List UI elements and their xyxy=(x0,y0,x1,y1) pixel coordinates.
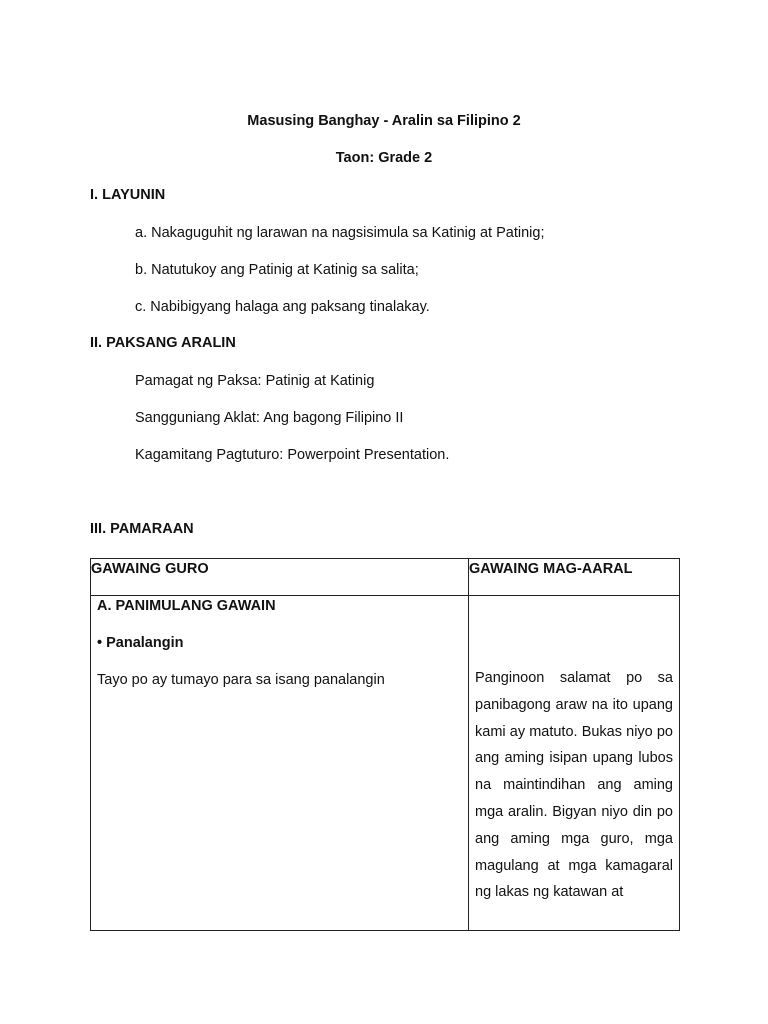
teacher-instruction: Tayo po ay tumayo para sa isang panalangin xyxy=(97,672,385,688)
column-header-student: GAWAING MAG-AARAL xyxy=(469,561,633,577)
section-heading-paksang-aralin: II. PAKSANG ARALIN xyxy=(90,335,236,351)
grade-line: Taon: Grade 2 xyxy=(335,150,433,166)
objective-item: b. Natutukoy ang Patinig at Katinig sa salita; xyxy=(135,262,419,278)
table-header-row xyxy=(91,559,680,596)
subject-matter-item: Kagamitang Pagtuturo: Powerpoint Presentation. xyxy=(135,447,450,463)
document-title: Masusing Banghay - Aralin sa Filipino 2 xyxy=(247,113,521,129)
section-heading-pamaraan: III. PAMARAAN xyxy=(90,521,194,537)
bullet-panalangin: • Panalangin xyxy=(97,635,184,651)
table-header-cell xyxy=(469,559,680,596)
procedure-table xyxy=(90,558,680,931)
student-cell xyxy=(469,596,680,931)
objective-item: c. Nabibigyang halaga ang paksang tinalakay. xyxy=(135,299,430,315)
subheading-panimulang-gawain: A. PANIMULANG GAWAIN xyxy=(97,598,276,614)
subject-matter-item: Sangguniang Aklat: Ang bagong Filipino II xyxy=(135,410,404,426)
objective-item: a. Nakaguguhit ng larawan na nagsisimula sa Katinig at Patinig; xyxy=(135,225,545,241)
table-header-cell xyxy=(91,559,469,596)
teacher-cell xyxy=(91,596,469,931)
column-header-teacher: GAWAING GURO xyxy=(91,561,209,577)
student-prayer-text: Panginoon salamat po sa panibagong araw na ito upang kami ay matuto. Bukas niyo po ang aming isipan upang lubos na maintindihan ang aming mga aralin. Bigyan niyo din po ang aming mga guro, mga magulang at mga kamagaral ng lakas ng katawan at xyxy=(475,670,673,901)
table-row xyxy=(91,596,680,931)
section-heading-layunin: I. LAYUNIN xyxy=(90,187,166,203)
subject-matter-item: Pamagat ng Paksa: Patinig at Katinig xyxy=(135,373,375,389)
